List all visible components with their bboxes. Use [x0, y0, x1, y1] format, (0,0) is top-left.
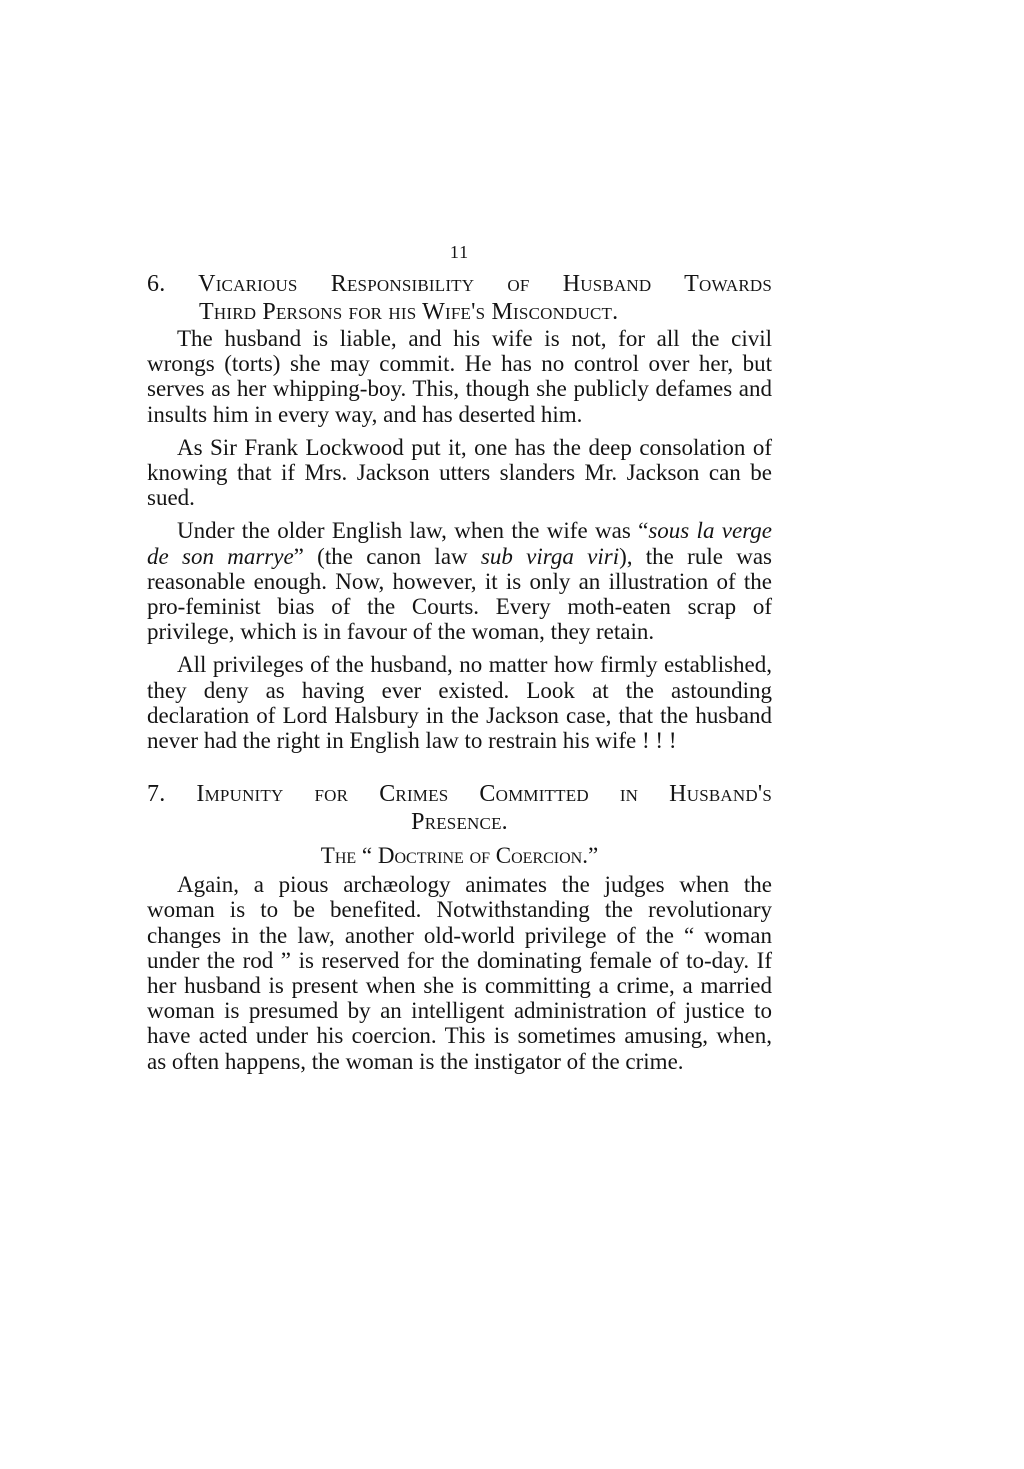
quote-open: “ — [638, 518, 649, 544]
book-page — [147, 240, 772, 1074]
page-number: 11 — [449, 242, 470, 262]
section-7-subheading: The “ Doctrine of Coercion.” — [320, 843, 599, 869]
section-6-heading-line1: 6. Vicarious Responsibility of Husband Towards — [147, 271, 772, 297]
quote-close: ” — [293, 543, 304, 569]
paragraph-3-text-c: ), the rule was reasonable enough. Now, however, it is only an illustration of the pro-feminist bias of the Courts. Every moth-eaten scrap of privilege, which is in favour of the woman, they retain. — [147, 543, 772, 645]
paragraph-3-text-b: (the canon law — [303, 543, 481, 569]
section-6-paragraph-3 — [147, 518, 772, 644]
section-7-heading-line1: 7. Impunity for Crimes Committed in Husband's — [147, 781, 772, 808]
paragraph-3-text-a: Under the older English law, when the wife was — [177, 518, 639, 544]
latin-phrase-sub-virga-viri: sub virga viri — [480, 543, 620, 569]
section-6-paragraph-2: As Sir Frank Lockwood put it, one has the deep consolation of knowing that if Mrs. Jackson utters slanders Mr. Jackson can be sued. — [147, 434, 772, 511]
section-7-heading-line2: Presence. — [411, 809, 508, 836]
section-6-heading-line2: Third Persons for his Wife's Misconduct. — [199, 299, 619, 325]
section-7-heading — [147, 780, 772, 836]
section-6-heading — [147, 270, 772, 326]
section-6-paragraph-1: The husband is liable, and his wife is not, for all the civil wrongs (torts) she may commit. He has no control over her, but serves as her whipping-boy. This, though she publicly defames and insults him in every way, and has deserted him. — [147, 326, 772, 427]
latin-phrase-sous-la-verge: sous la verge de son marrye — [147, 518, 773, 569]
section-7-paragraph: Again, a pious archæology animates the judges when the woman is to be benefited. Notwithstanding the revolutionary changes in the law, another old-world privilege of the “ woman under the rod ” is reserved for the dominating female of to-day. If her husband is present when she is committing a crime, a married woman is presumed by an intelligent administration of justice to have acted under his coercion. This is sometimes amusing, when, as often happens, the woman is the instigator of the crime. — [147, 872, 772, 1074]
section-6-paragraph-4: All privileges of the husband, no matter how firmly established, they deny as having ever existed. Look at the astounding declaration of Lord Halsbury in the Jackson case, that the husband never had the right in English law to restrain his wife ! ! ! — [147, 652, 772, 754]
